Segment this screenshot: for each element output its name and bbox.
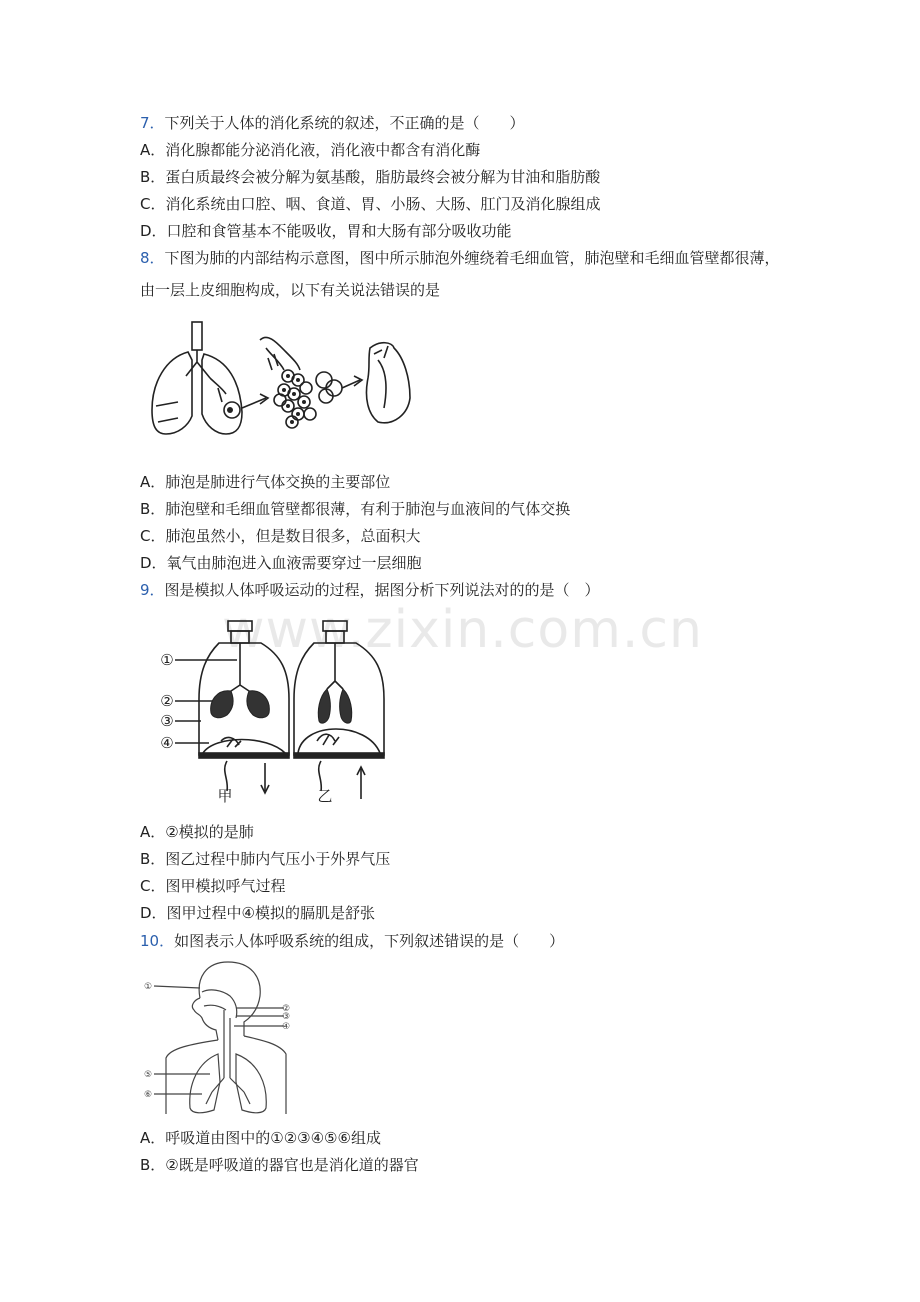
q10-stem: 如图表示人体呼吸系统的组成，下列叙述错误的是（ ） bbox=[174, 932, 565, 950]
q9-caption-yi: 乙 bbox=[317, 787, 333, 805]
q8-option-c: C．肺泡虽然小，但是数目很多，总面积大 bbox=[140, 527, 421, 545]
q7-option-b: B．蛋白质最终会被分解为氨基酸，脂肪最终会被分解为甘油和脂肪酸 bbox=[140, 168, 601, 186]
q10-label-1: ① bbox=[143, 982, 153, 992]
q9-stem: 图是模拟人体呼吸运动的过程，据图分析下列说法对的的是（ ） bbox=[164, 581, 600, 599]
q8-option-a: A．肺泡是肺进行气体交换的主要部位 bbox=[140, 473, 391, 491]
breathing-model-figure bbox=[155, 615, 385, 810]
q8-stem: 下图为肺的内部结构示意图，图中所示肺泡外缠绕着毛细血管，肺泡壁和毛细血管壁都很薄，由一层上皮细胞构成，以下有关说法错误的是 bbox=[140, 249, 780, 299]
q10-stem-line bbox=[140, 931, 564, 951]
q9-label-4: ④ bbox=[160, 734, 174, 752]
q7-option-c: C．消化系统由口腔、咽、食道、胃、小肠、大肠、肛门及消化腺组成 bbox=[140, 195, 601, 213]
q9-label-2: ② bbox=[160, 692, 174, 710]
q8-stem-line bbox=[140, 242, 790, 306]
watermark: www.zixin.com.cn bbox=[222, 600, 703, 660]
q9-label-1: ① bbox=[160, 651, 174, 669]
q7-number: 7． bbox=[140, 114, 165, 132]
lung-structure-figure bbox=[148, 318, 420, 442]
q9-number: 9． bbox=[140, 581, 165, 599]
q10-label-5: ⑤ bbox=[143, 1070, 153, 1080]
q8-number: 8． bbox=[140, 249, 165, 267]
q8-option-b: B．肺泡壁和毛细血管壁都很薄，有利于肺泡与血液间的气体交换 bbox=[140, 500, 571, 518]
q7-stem-line bbox=[140, 113, 525, 133]
q8-option-d: D．氧气由肺泡进入血液需要穿过一层细胞 bbox=[140, 554, 422, 572]
q9-option-c: C．图甲模拟呼气过程 bbox=[140, 877, 286, 895]
q10-label-2: ② bbox=[281, 1004, 291, 1014]
q10-option-b: B．②既是呼吸道的器官也是消化道的器官 bbox=[140, 1156, 419, 1174]
q10-label-4: ④ bbox=[281, 1022, 291, 1032]
q9-label-3: ③ bbox=[160, 712, 174, 730]
q9-option-b: B．图乙过程中肺内气压小于外界气压 bbox=[140, 850, 391, 868]
q10-option-a: A．呼吸道由图中的①②③④⑤⑥组成 bbox=[140, 1129, 381, 1147]
q9-option-a: A．②模拟的是肺 bbox=[140, 823, 254, 841]
q7-option-d: D．口腔和食管基本不能吸收，胃和大肠有部分吸收功能 bbox=[140, 222, 512, 240]
q9-stem-line bbox=[140, 580, 600, 600]
respiratory-system-figure bbox=[140, 958, 292, 1120]
q9-caption-jia: 甲 bbox=[217, 787, 233, 805]
q10-label-3: ③ bbox=[281, 1012, 291, 1022]
q10-number: 10． bbox=[140, 932, 175, 950]
q9-option-d: D．图甲过程中④模拟的膈肌是舒张 bbox=[140, 904, 375, 922]
q7-option-a: A．消化腺都能分泌消化液，消化液中都含有消化酶 bbox=[140, 141, 481, 159]
q10-label-6: ⑥ bbox=[143, 1090, 153, 1100]
q7-stem: 下列关于人体的消化系统的叙述，不正确的是（ ） bbox=[164, 114, 525, 132]
